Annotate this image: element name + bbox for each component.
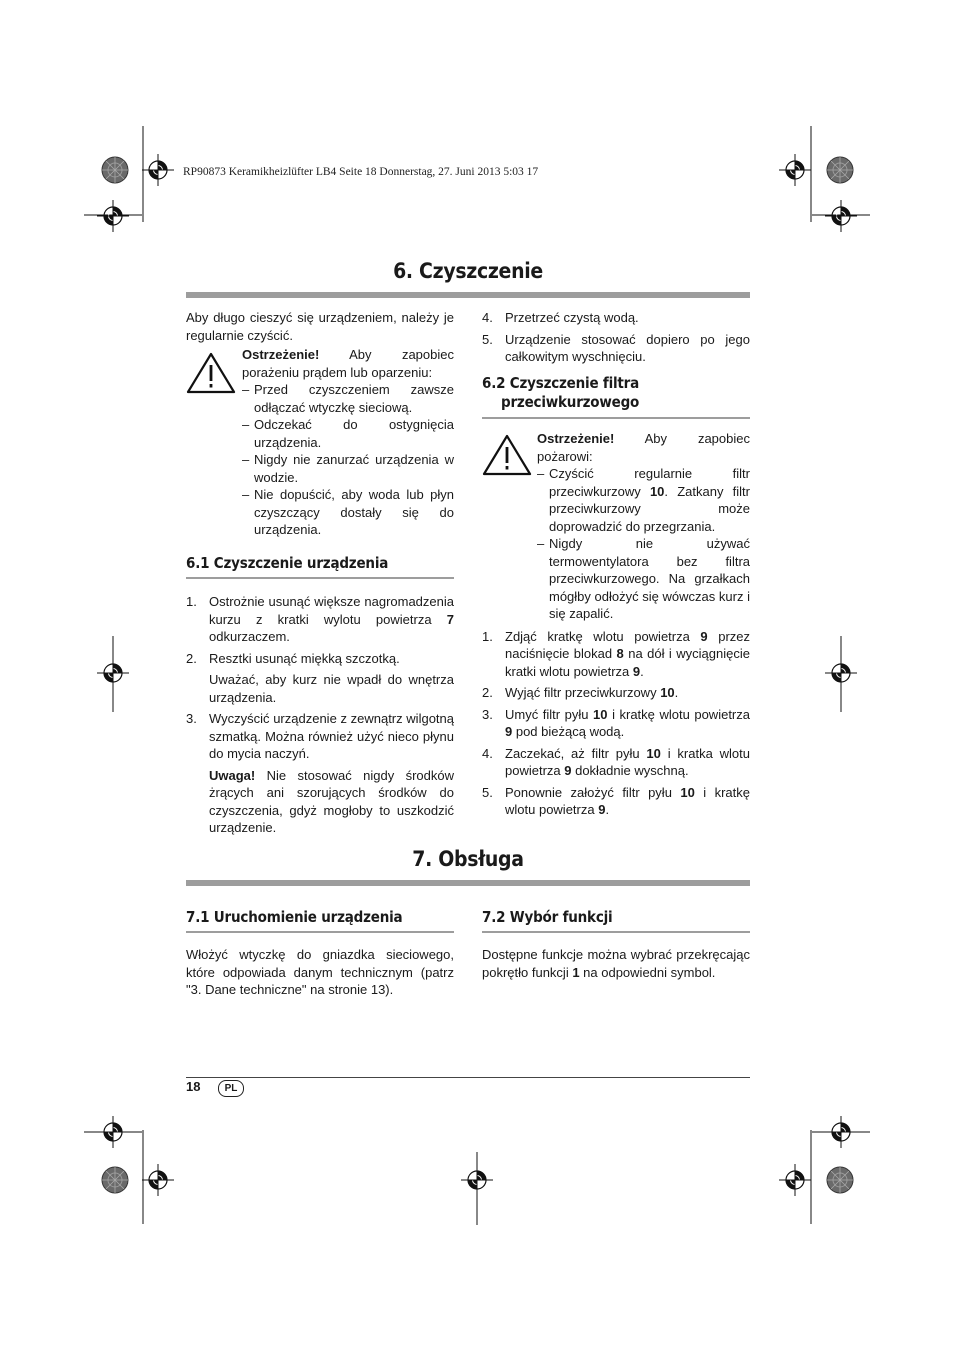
heading-6-1: 6.1 Czyszczenie urządzenia xyxy=(186,554,389,572)
list-item: 1. Zdjąć kratkę wlotu powietrza 9 przez naciśnięcie blokad 8 na dół i wyciągnięcie kratki wlotu powietrza 9. xyxy=(482,628,751,679)
heading-7-2: 7.2 Wybór funkcji xyxy=(482,908,613,926)
warning-triangle-icon xyxy=(482,434,532,476)
warning-item: – Odczekać do ostygnięcia urządzenia. xyxy=(242,416,454,451)
heading-rule xyxy=(482,931,750,933)
list-item: 4. Zaczekać, aż filtr pyłu 10 i kratka wlotu powietrza 9 dokładnie wyschną. xyxy=(482,745,750,778)
warning-item: – Nigdy nie zanurzać urządzenia w wodzie. xyxy=(242,451,454,486)
list-item: 3. Umyć filtr pyłu 10 i kratkę wlotu powietrza 9 pod bieżącą wodą. xyxy=(482,706,750,739)
list-item: 5. Urządzenie stosować dopiero po jego całkowitym wyschnięciu. xyxy=(482,331,750,364)
heading-rule xyxy=(186,577,454,579)
warning-item: – Nigdy nie używać termowentylatora bez filtra przeciwkurzowego. Na grzałkach mógłby odłożyć się wówczas kurz i się zapalić. xyxy=(537,535,750,623)
right-column-cleaning xyxy=(482,309,750,370)
heading-6-2: 6.2 Czyszczenie filtra przeciwkurzowego xyxy=(482,374,640,411)
warning-block xyxy=(482,430,750,623)
warning-item: – Czyścić regularnie filtr przeciwkurzowy 10. Zatkany filtr przeciwkurzowy może doprowadzić do przegrzania. xyxy=(537,465,750,535)
section-divider xyxy=(186,292,750,298)
list-item: 1. Ostrożnie usunąć większe nagromadzenia kurzu z kratki wylotu powietrza 7 odkurzaczem. xyxy=(186,594,454,644)
text-7-1: Włożyć wtyczkę do gniazdka sieciowego, które odpowiada danym technicznym (patrz "3. Dane techniczne" na stronie 13). xyxy=(186,947,454,997)
heading-7-1: 7.1 Uruchomienie urządzenia xyxy=(186,908,403,926)
warning-triangle-icon xyxy=(186,352,236,394)
warning-item: – Przed czyszczeniem zawsze odłączać wtyczkę sieciową. xyxy=(242,381,454,416)
step-note: Uważać, aby kurz nie wpadł do wnętrza urządzenia. xyxy=(209,672,454,705)
section-title-operation: 7. Obsługa xyxy=(412,847,524,871)
heading-rule xyxy=(186,931,454,933)
list-item: 2. Wyjąć filtr przeciwkurzowy 10. xyxy=(482,685,679,700)
footer-rule xyxy=(186,1077,750,1078)
section-title-cleaning: 6. Czyszczenie xyxy=(393,259,543,283)
left-column-cleaning xyxy=(186,309,454,539)
list-item: 5. Ponownie założyć filtr pyłu 10 i kratkę wlotu powietrza 9. xyxy=(482,784,751,817)
list-item: 3. Wyczyścić urządzenie z zewnątrz wilgotną szmatką. Można również użyć nieco płynu do mycia naczyń. xyxy=(186,711,454,761)
caution-note: Uwaga! Nie stosować nigdy środków żrących ani szorujących środków do czyszczenia, gdyż mogłoby to uszkodzić urządzenie. xyxy=(209,767,454,835)
warning-item: – Nie dopuścić, aby woda lub płyn czyszczący dostały się do urządzenia. xyxy=(242,486,454,539)
warning-block xyxy=(186,346,454,539)
warning-text xyxy=(242,346,454,539)
list-item: 4. Przetrzeć czystą wodą. xyxy=(482,310,639,325)
page-number: 18 xyxy=(186,1079,201,1094)
steps-6-1 xyxy=(186,593,454,841)
intro-text: Aby długo cieszyć się urządzeniem, należy je regularnie czyścić. xyxy=(186,310,454,343)
heading-rule xyxy=(482,417,750,419)
list-item: 2. Resztki usunąć miękką szczotką. xyxy=(186,650,400,666)
right-column-filter xyxy=(482,430,750,823)
warning-intro: Aby zapobiec porażeniu prądem lub oparzeniu: xyxy=(242,347,454,380)
print-header: RP90873 Keramikheizlüfter LB4 Seite 18 Donnerstag, 27. Juni 2013 5:03 17 xyxy=(183,166,539,178)
section-divider xyxy=(186,880,750,886)
warning-text: Ostrzeżenie! Aby zapobiec pożarowi: – Czyścić regularnie filtr przeciwkurzowy 10. Zatkany filtr przeciwkurzowy może doprowadzić do przegrzania. – Nigdy nie używać termowentylatora bez filtra przeciwkurzowego. Na grzałkach mógłby odłożyć się wówczas kurz i się zapalić. xyxy=(537,430,750,623)
warning-label: Ostrzeżenie! xyxy=(242,347,320,362)
text-7-2: Dostępne funkcje można wybrać przekręcając pokrętło funkcji 1 na odpowiedni symbol. xyxy=(482,947,750,980)
language-badge: PL xyxy=(218,1080,244,1097)
